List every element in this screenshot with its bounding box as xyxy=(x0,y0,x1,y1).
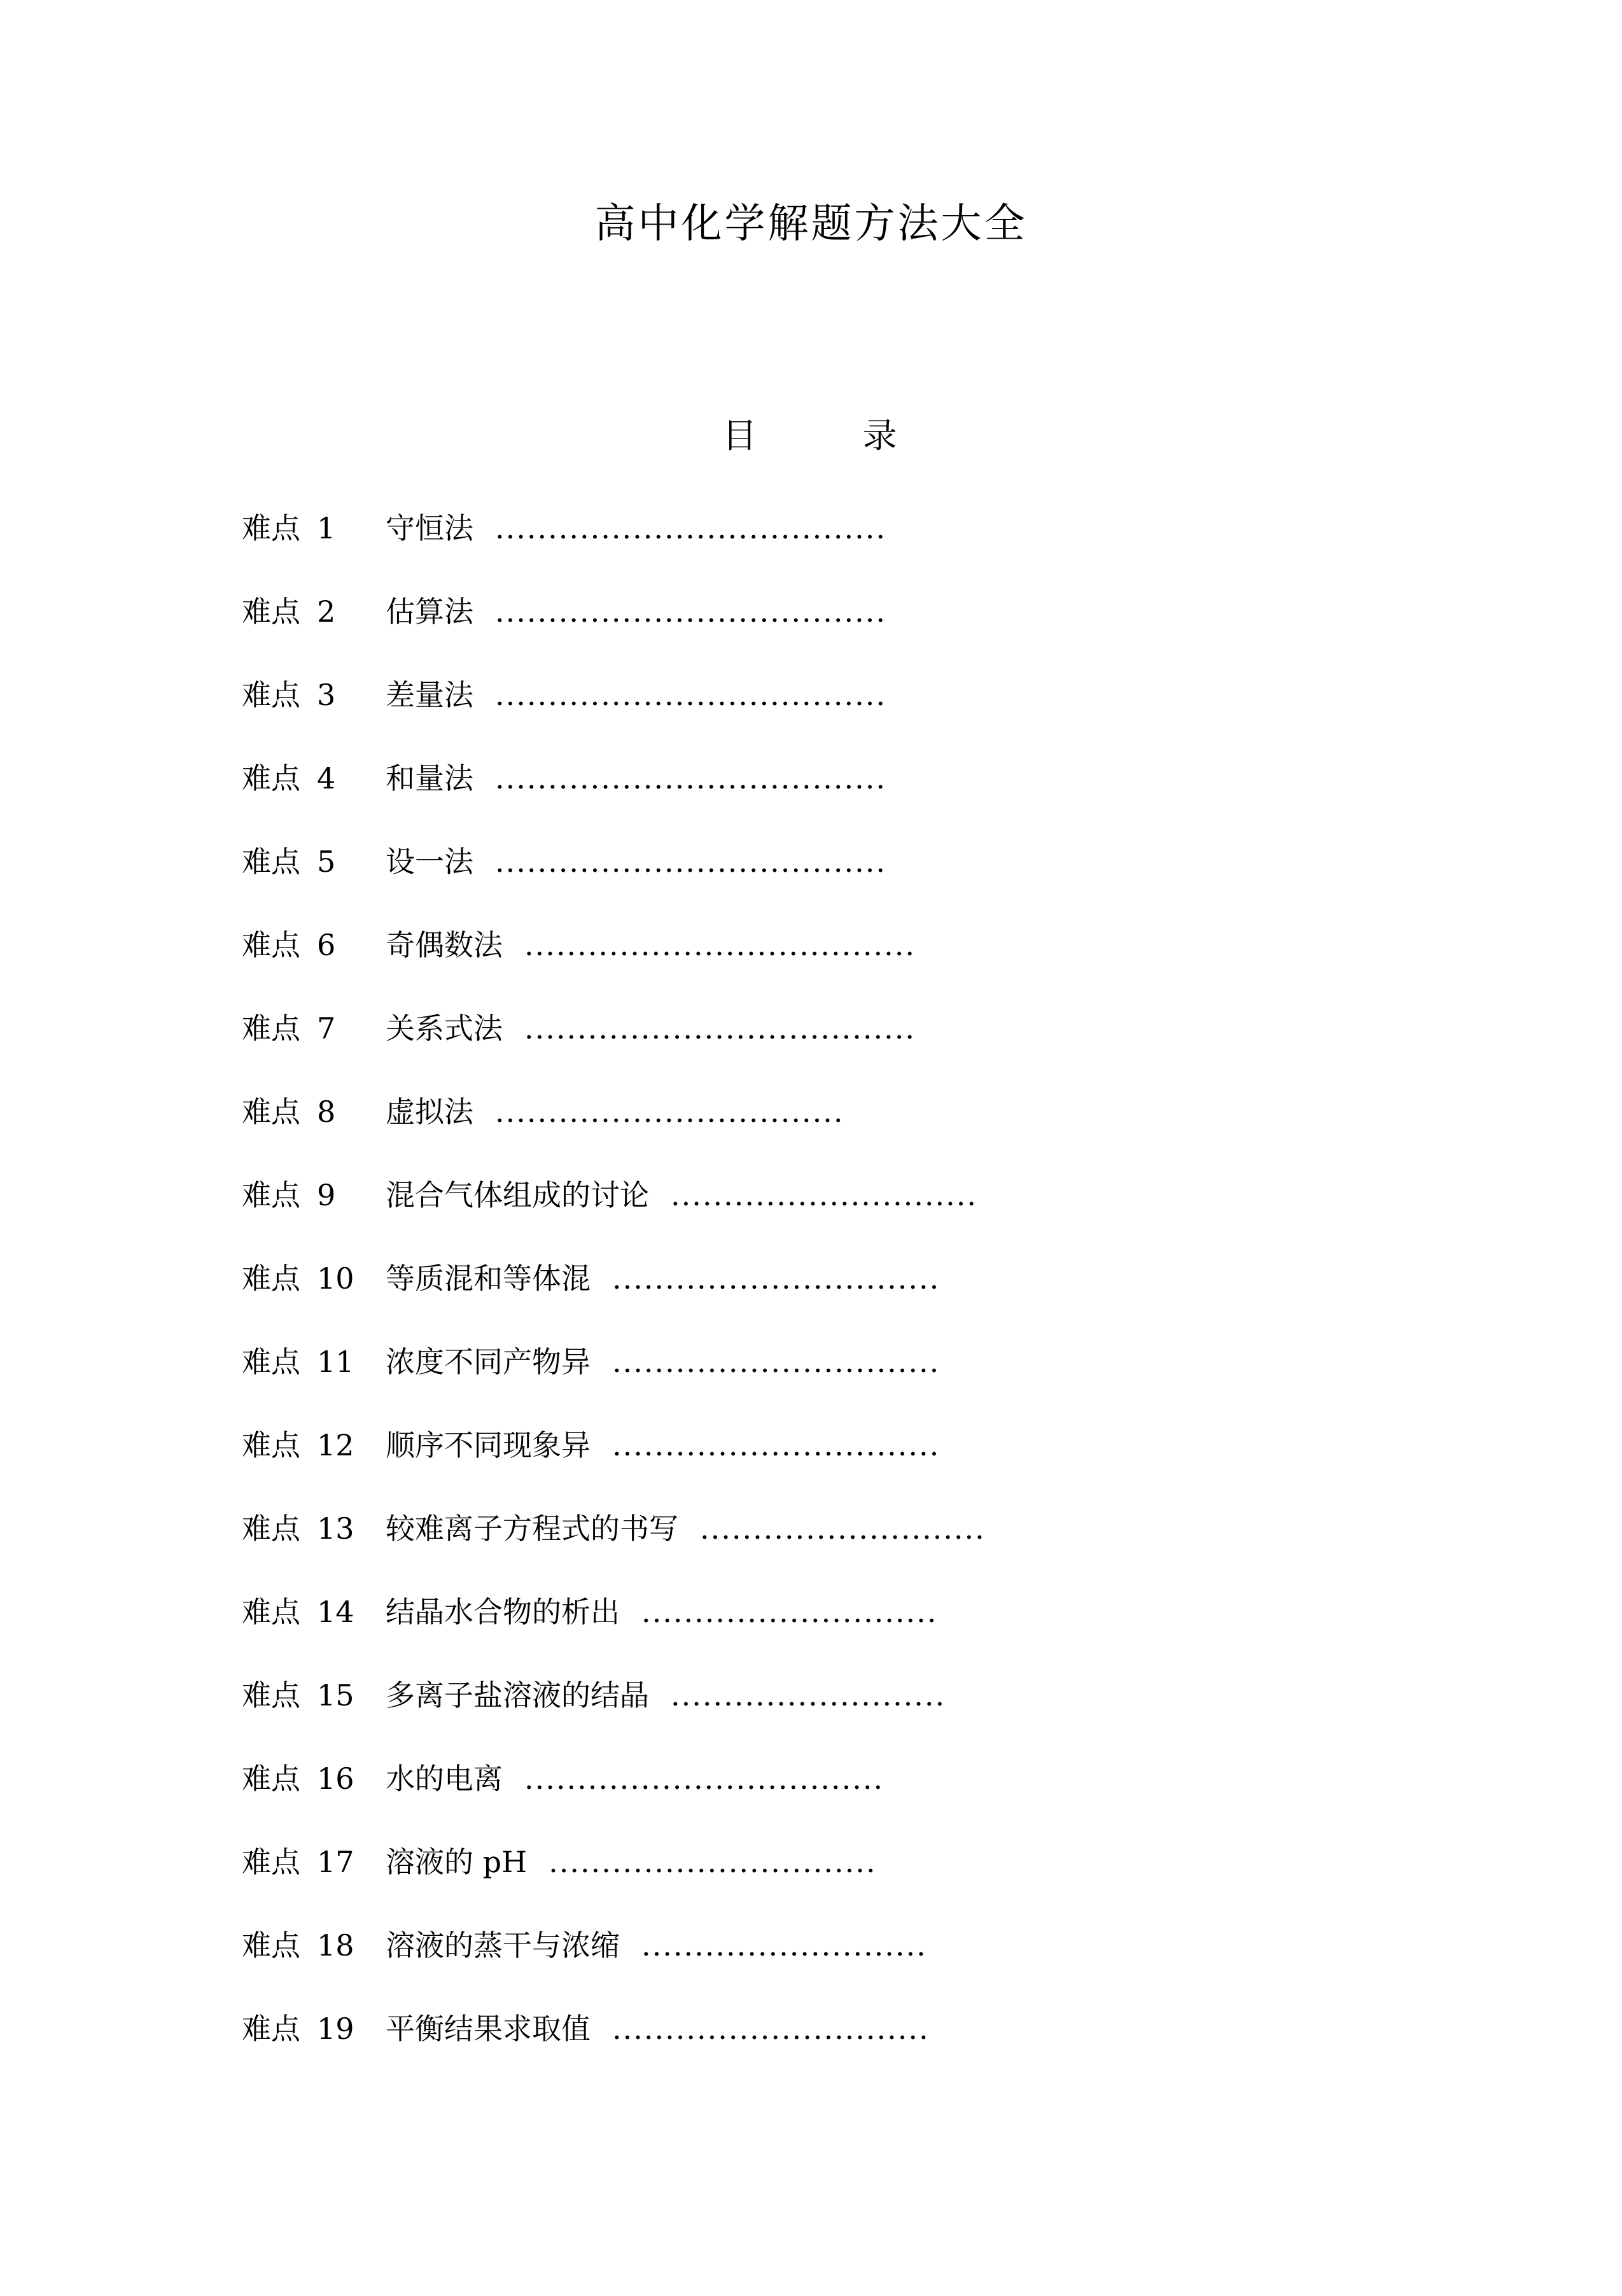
toc-entry-label: 难点 xyxy=(242,844,300,879)
toc-entry-leader-dots: ........................... xyxy=(700,1511,986,1546)
toc-entry-label: 难点 xyxy=(242,678,300,712)
toc-entry-number: 8 xyxy=(317,1095,336,1129)
toc-entry-name: 结晶水合物的析出 xyxy=(386,1595,620,1629)
toc-entry-label: 难点 xyxy=(242,1678,300,1712)
toc-entry-label: 难点 xyxy=(242,1595,300,1629)
toc-entry-name: 平衡结果求取值 xyxy=(386,2012,591,2046)
toc-entry[interactable] xyxy=(242,1847,1431,1931)
toc-entry-number: 4 xyxy=(317,761,336,795)
toc-entry-number: 6 xyxy=(317,928,336,962)
toc-entry-label: 难点 xyxy=(242,1761,300,1796)
toc-entry[interactable] xyxy=(242,1097,1431,1180)
toc-entry-name: 混合气体组成的讨论 xyxy=(386,1178,649,1212)
toc-entry[interactable] xyxy=(242,930,1431,1014)
toc-entry-label: 难点 xyxy=(242,511,300,545)
toc-entry-number: 1 xyxy=(317,511,336,545)
toc-entry-number: 2 xyxy=(317,594,336,629)
toc-entry-name: 和量法 xyxy=(386,761,473,795)
toc-entry-label: 难点 xyxy=(242,1261,300,1296)
toc-entry-leader-dots: ............................... xyxy=(612,1345,940,1379)
toc-entry-leader-dots: ..................................... xyxy=(495,678,887,712)
toc-entry-leader-dots: .................................. xyxy=(524,1761,884,1796)
toc-entry-label: 难点 xyxy=(242,1095,300,1129)
toc-entry-label: 难点 xyxy=(242,1345,300,1379)
toc-entry-spacer xyxy=(649,1681,671,1710)
toc-entry-name: 等质混和等体混 xyxy=(386,1261,591,1296)
toc-entry-number: 15 xyxy=(317,1678,354,1712)
toc-entry-label: 难点 xyxy=(242,1011,300,1046)
toc-entry-name: 溶液的蒸干与浓缩 xyxy=(386,1928,620,1963)
toc-entry-number: 14 xyxy=(317,1595,354,1629)
toc-entry-label: 难点 xyxy=(242,761,300,795)
toc-entry-leader-dots: ............................ xyxy=(641,1595,938,1629)
toc-entry[interactable] xyxy=(242,1928,1431,2014)
toc-entry-label: 难点 xyxy=(242,1845,300,1879)
toc-entry[interactable] xyxy=(242,844,1431,930)
toc-entry-label: 难点 xyxy=(242,928,300,962)
toc-entry[interactable] xyxy=(242,1678,1431,1764)
toc-entry-name: 设一法 xyxy=(386,844,473,879)
toc-entry-number: 7 xyxy=(317,1011,336,1046)
toc-entry-name: 较难离子方程式的书写 xyxy=(386,1511,678,1546)
toc-entry-leader-dots: ............................. xyxy=(671,1178,978,1212)
toc-entry-label: 难点 xyxy=(242,1928,300,1963)
toc-entry-name: 守恒法 xyxy=(386,511,473,545)
toc-entry-leader-dots: ..................................... xyxy=(495,761,887,795)
toc-entry[interactable] xyxy=(242,1597,1431,1681)
toc-entry-leader-dots: .............................. xyxy=(612,2012,930,2046)
page-title: 高中化学解题方法大全 xyxy=(594,200,1028,248)
toc-entry-name: 水的电离 xyxy=(386,1761,503,1796)
toc-entry-leader-dots: ............................... xyxy=(612,1428,940,1462)
toc-entry-label: 难点 xyxy=(242,1178,300,1212)
toc-entry-name: 估算法 xyxy=(386,594,473,629)
toc-entry-name: 顺序不同现象异 xyxy=(386,1428,591,1462)
toc-entry-name: 浓度不同产物异 xyxy=(386,1345,591,1379)
toc-entry-number: 10 xyxy=(317,1261,354,1296)
toc-entry-label: 难点 xyxy=(242,2012,300,2046)
toc-entry-number: 3 xyxy=(317,678,336,712)
toc-entry-number: 9 xyxy=(317,1178,336,1212)
toc-entry-leader-dots: ............................... xyxy=(612,1261,940,1296)
toc-entry[interactable] xyxy=(242,680,1431,764)
toc-entry-spacer xyxy=(649,1180,671,1210)
toc-entry-number: 18 xyxy=(317,1928,354,1963)
toc-entry-number: 12 xyxy=(317,1428,354,1462)
toc-entry[interactable] xyxy=(242,1347,1431,1431)
toc-entry-number: 17 xyxy=(317,1845,354,1879)
toc-entry-leader-dots: ........................... xyxy=(641,1928,927,1963)
toc-entry-number: 13 xyxy=(317,1511,354,1546)
toc-entry[interactable] xyxy=(242,1511,1431,1597)
toc-entry-leader-dots: ..................................... xyxy=(524,1011,916,1046)
toc-entry[interactable] xyxy=(242,1761,1431,1847)
toc-entry[interactable] xyxy=(242,594,1431,680)
toc-entry-name: 差量法 xyxy=(386,678,473,712)
toc-entry-spacer xyxy=(678,1514,700,1543)
toc-entry-leader-dots: ..................................... xyxy=(524,928,916,962)
toc-entry[interactable] xyxy=(242,761,1431,847)
toc-entry-label: 难点 xyxy=(242,1511,300,1546)
toc-entry-leader-dots: ..................................... xyxy=(495,594,887,629)
toc-heading-left: 目 xyxy=(722,416,760,456)
toc-entry-name: 关系式法 xyxy=(386,1011,503,1046)
toc-entry-leader-dots: .......................... xyxy=(671,1678,946,1712)
toc-entry-name: 奇偶数法 xyxy=(386,928,503,962)
toc-entry-number: 5 xyxy=(317,844,336,879)
toc-entry-leader-dots: ..................................... xyxy=(495,511,887,545)
toc-entry[interactable] xyxy=(242,1011,1431,1097)
toc-entry-label: 难点 xyxy=(242,594,300,629)
toc-entry-spacer xyxy=(473,847,495,876)
toc-entry[interactable] xyxy=(242,1180,1431,1264)
toc-entry[interactable] xyxy=(242,1428,1431,1514)
toc-entry-spacer xyxy=(503,930,524,960)
toc-entry-name: 多离子盐溶液的结晶 xyxy=(386,1678,649,1712)
toc-entry-name: 虚拟法 xyxy=(386,1095,473,1129)
toc-list xyxy=(0,511,1622,2097)
toc-entry-number: 16 xyxy=(317,1761,354,1796)
toc-entry-name: 溶液的 pH xyxy=(386,1845,528,1879)
toc-entry[interactable] xyxy=(242,511,1431,597)
toc-heading xyxy=(0,409,1622,458)
toc-entry-number: 11 xyxy=(317,1345,354,1379)
toc-entry-leader-dots: ..................................... xyxy=(495,844,887,879)
toc-entry[interactable] xyxy=(242,1261,1431,1347)
toc-entry-number: 19 xyxy=(317,2012,354,2046)
toc-entry-leader-dots: ............................... xyxy=(549,1845,877,1879)
toc-heading-right: 录 xyxy=(862,416,900,456)
toc-entry-leader-dots: ................................. xyxy=(495,1095,844,1129)
toc-entry[interactable] xyxy=(242,2014,1431,2097)
toc-entry-label: 难点 xyxy=(242,1428,300,1462)
